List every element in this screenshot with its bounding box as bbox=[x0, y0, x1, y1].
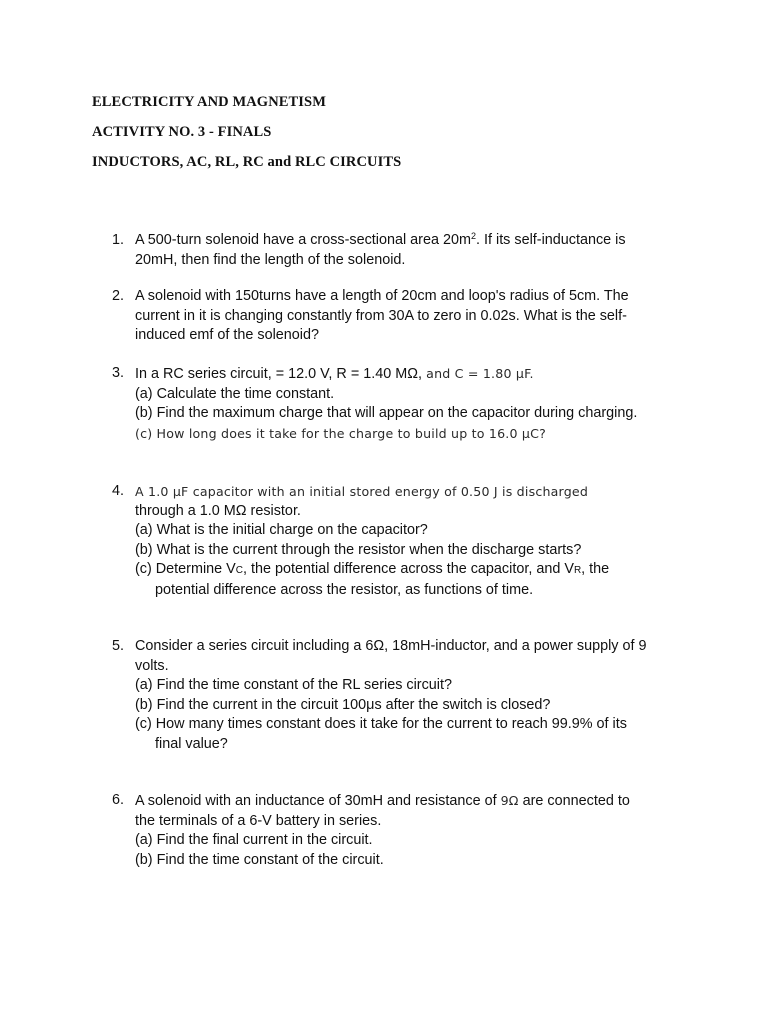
question-number: 3. bbox=[112, 365, 125, 381]
question-text-line: current in it is changing constantly from 30A to zero in 0.02s. What is the self- bbox=[135, 307, 627, 324]
question-part-c: (c) How long does it take for the charge to build up to 16.0 μC? bbox=[135, 425, 547, 441]
question-body bbox=[135, 791, 680, 870]
question-body bbox=[135, 364, 680, 443]
question-part-a: (a) Find the time constant of the RL series circuit? bbox=[135, 677, 452, 693]
question-body bbox=[135, 482, 680, 600]
question-number: 5. bbox=[112, 638, 125, 654]
document-title: ELECTRICITY AND MAGNETISM bbox=[92, 94, 326, 110]
question-part-b: (b) Find the maximum charge that will appear on the capacitor during charging. bbox=[135, 405, 638, 421]
question-part-c bbox=[135, 560, 680, 581]
subscript: C bbox=[235, 565, 243, 576]
question-text: A solenoid with an inductance of 30mH and resistance of bbox=[135, 793, 501, 809]
question-text-line bbox=[135, 231, 680, 251]
question-part-b: (b) Find the current in the circuit 100μs after the switch is closed? bbox=[135, 696, 551, 713]
question-text-line: A 1.0 μF capacitor with an initial stored energy of 0.50 J is discharged bbox=[135, 484, 589, 499]
question-text-line: volts. bbox=[135, 657, 169, 674]
question-part-c: (c) How many times constant does it take for the current to reach 99.9% of its bbox=[135, 716, 627, 732]
question-part-a: (a) Find the final current in the circuit. bbox=[135, 832, 373, 848]
question-part-c-continued: final value? bbox=[155, 735, 228, 752]
question-part-b: (b) What is the current through the resistor when the discharge starts? bbox=[135, 541, 582, 558]
question-part-a: (a) Calculate the time constant. bbox=[135, 385, 335, 402]
topic-heading: INDUCTORS, AC, RL, RC and RLC CIRCUITS bbox=[92, 154, 402, 170]
question-part-c-continued: potential difference across the resistor, as functions of time. bbox=[155, 581, 534, 598]
question-text: and C = 1.80 μF. bbox=[421, 366, 534, 381]
question-text-line: 20mH, then find the length of the solenoid. bbox=[135, 251, 406, 268]
question-text: are connected to bbox=[518, 793, 630, 809]
question-body bbox=[135, 287, 680, 346]
question-text-line bbox=[135, 791, 680, 812]
question-text-line: induced emf of the solenoid? bbox=[135, 327, 320, 343]
question-body bbox=[135, 231, 680, 270]
question-text: . If its self-inductance is bbox=[476, 232, 626, 248]
question-part-a: (a) What is the initial charge on the capacitor? bbox=[135, 522, 428, 538]
question-body bbox=[135, 637, 680, 754]
question-text: , the potential difference across the capacitor, and V bbox=[243, 561, 574, 577]
question-text: (c) Determine V bbox=[135, 561, 236, 577]
subscript: R bbox=[573, 565, 582, 576]
question-text-line: Consider a series circuit including a 6Ω, 18mH-inductor, and a power supply of 9 bbox=[135, 638, 647, 654]
question-text-line: A solenoid with 150turns have a length of 20cm and loop's radius of 5cm. The bbox=[135, 288, 629, 304]
question-number: 6. bbox=[112, 792, 125, 808]
question-part-b: (b) Find the time constant of the circuit. bbox=[135, 851, 384, 868]
superscript: 2 bbox=[470, 231, 476, 241]
question-text: In a RC series circuit, = 12.0 V, R = 1.40 MΩ, bbox=[135, 366, 422, 382]
question-text: , the bbox=[581, 561, 610, 577]
activity-heading: ACTIVITY NO. 3 - FINALS bbox=[92, 124, 272, 140]
question-text-line: the terminals of a 6-V battery in series. bbox=[135, 812, 382, 829]
question-text: 9Ω bbox=[500, 793, 519, 808]
question-number: 4. bbox=[112, 483, 125, 499]
question-text-line bbox=[135, 364, 680, 385]
question-text-line: through a 1.0 MΩ resistor. bbox=[135, 502, 301, 519]
question-number: 2. bbox=[112, 288, 125, 304]
question-text: A 500-turn solenoid have a cross-sectional area 20m bbox=[135, 232, 471, 248]
question-number: 1. bbox=[112, 232, 125, 248]
